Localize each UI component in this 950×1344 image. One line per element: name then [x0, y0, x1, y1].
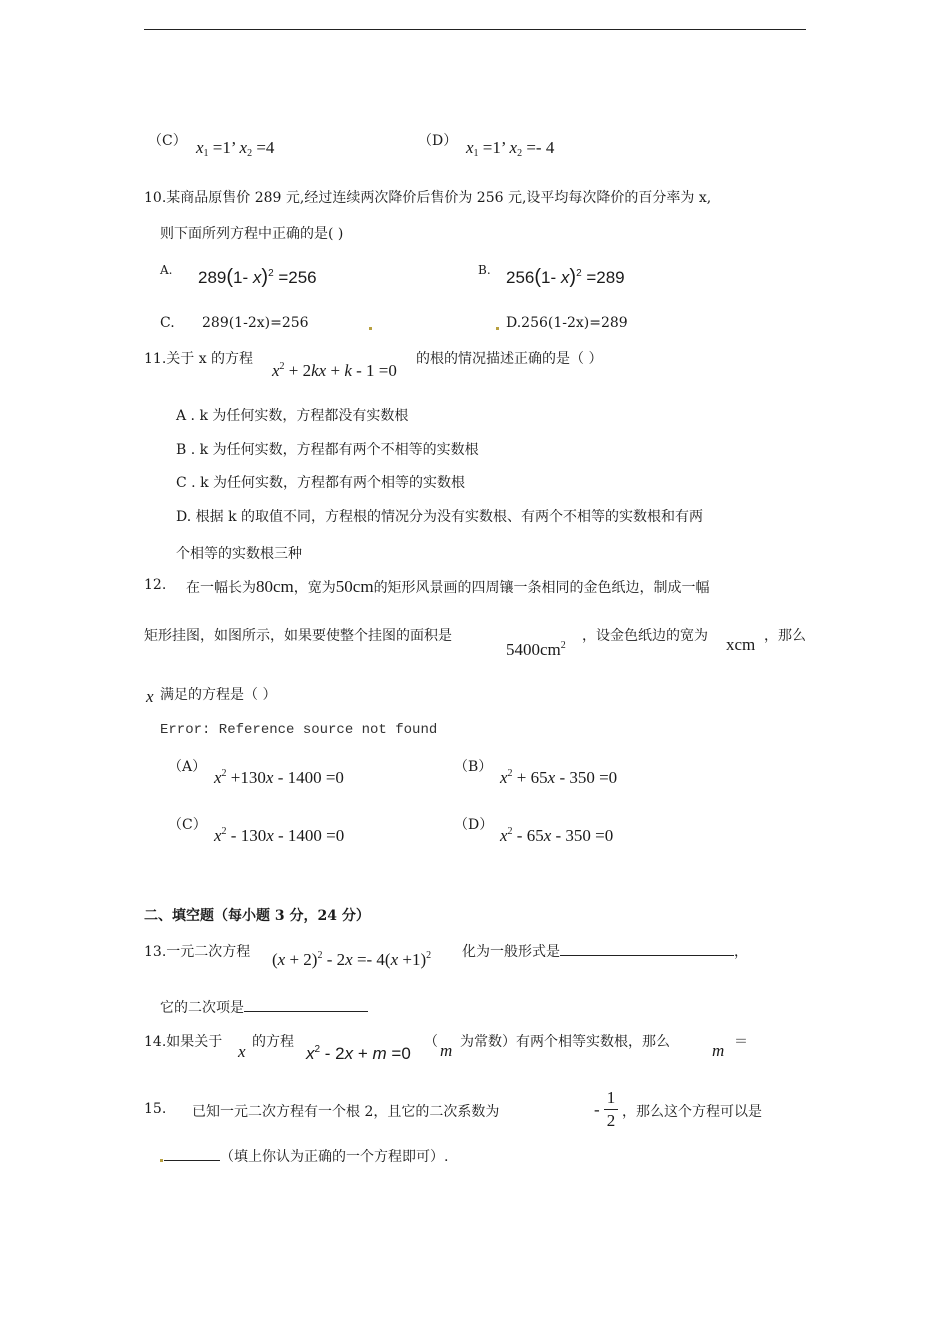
q13-mid: 化为一般形式是 ，: [462, 941, 748, 961]
q14-equals: ＝: [734, 1034, 748, 1050]
q14-m-var-2: m: [712, 1041, 725, 1060]
q11-stem-prefix: 11.关于 x 的方程: [144, 351, 254, 367]
q12-option-c-expr: $x^2 - 130x - 1400 =0$: [214, 826, 345, 845]
q14-m-var: m: [440, 1041, 453, 1060]
q12-option-d-expr: $x^2 - 65x - 350 =0$: [500, 826, 614, 845]
fraction-bar: [604, 1109, 618, 1110]
stray-dot: [160, 1159, 163, 1162]
q15-fraction-denominator: 2: [606, 1111, 616, 1130]
q9-option-c-label: （C）: [148, 133, 187, 149]
q15-minus-sign: -: [594, 1100, 600, 1119]
q12-area: $5400cm^2$: [506, 640, 566, 659]
q12-option-b-expr: $x^2 + 65x - 350 =0$: [500, 768, 618, 787]
q9-option-c-expr: $x_1 =1$’ $x_2 =4$: [196, 138, 275, 159]
q12-x-var: x: [146, 687, 154, 706]
q13-prefix: 13.一元二次方程: [144, 944, 251, 960]
q12-line3: 满足的方程是（ ）: [160, 687, 277, 703]
q12-option-d-label: （D）: [454, 817, 494, 833]
q12-option-a-label: （A）: [168, 759, 207, 775]
q11-option-d-line1: D. 根据 k 的取值不同，方程根的情况分为没有实数根、有两个不相等的实数根和有两: [176, 509, 704, 525]
q15-fraction: [604, 1088, 618, 1131]
q12-line1: 在一幅长为80cm，宽为50cm的矩形风景画的四周镶一条相同的金色纸边，制成一幅: [186, 577, 710, 596]
q10-stem-line1: 10.某商品原售价 289 元,经过连续两次降价后售价为 256 元,设平均每次降价的百分率为 x,: [144, 190, 712, 206]
q13-equation: $(x + 2)^2 - 2x =- 4(x +1)^2$: [272, 950, 432, 969]
q15-fraction-numerator: 1: [606, 1088, 616, 1107]
q10-stem-line2: 则下面所列方程中正确的是( ): [160, 226, 344, 242]
q13-line2: 它的二次项是: [160, 997, 368, 1017]
q12-number: 12.: [144, 577, 167, 593]
q10-option-a-expr: 289(1- x)$^2$ =256: [198, 266, 317, 288]
q14-mid: 的方程: [252, 1034, 294, 1050]
q11-option-b: B . k 为任何实数，方程都有两个不相等的实数根: [176, 442, 479, 458]
q10-option-c-label: C.: [160, 315, 175, 331]
header-rule: [144, 29, 806, 30]
q10-option-a-label: A.: [160, 263, 173, 277]
stray-dot: [369, 327, 372, 330]
q14-x-var: x: [238, 1042, 246, 1061]
q11-option-a: A . k 为任何实数，方程都没有实数根: [176, 408, 409, 424]
q12-error-reference: Error: Reference source not found: [160, 722, 438, 738]
q12-line2b: ，设金色纸边的宽为: [582, 628, 708, 644]
section-title: 二、填空题（每小题 3 分，24 分）: [144, 908, 370, 924]
q14-equation: $x^2 - 2x + m =0$: [306, 1044, 411, 1063]
q15-line2: （填上你认为正确的一个方程即可）.: [164, 1146, 448, 1166]
q14-paren-rest: 为常数）有两个相等实数根，那么: [460, 1034, 670, 1050]
q10-option-b-label: B.: [478, 263, 491, 277]
q12-option-a-expr: $x^2 +130x - 1400 =0$: [214, 768, 344, 787]
q15-text2: ，那么这个方程可以是: [622, 1104, 762, 1120]
q12-line2a: 矩形挂图，如图所示，如果要使整个挂图的面积是: [144, 628, 452, 644]
q12-line2c: ，那么: [764, 628, 806, 644]
q11-option-d-line2: 个相等的实数根三种: [176, 546, 302, 562]
stray-dot: [496, 327, 499, 330]
q12-xcm: xcm: [726, 635, 756, 654]
q14-prefix: 14.如果关于: [144, 1034, 223, 1050]
q11-stem-suffix: 的根的情况描述正确的是（ ）: [416, 351, 603, 367]
q9-option-d-expr: $x_1 =1$’ $x_2 =- 4$: [466, 138, 555, 159]
q10-option-c-expr: 289(1-2x)=256: [202, 315, 309, 331]
q12-option-b-label: （B）: [454, 759, 493, 775]
q10-option-d: D.256(1-2x)=289: [506, 315, 628, 331]
q12-option-c-label: （C）: [168, 817, 207, 833]
q10-option-b-expr: 256(1- x)$^2$ =289: [506, 266, 625, 288]
q14-paren-open: （: [424, 1034, 438, 1050]
q15-number: 15.: [144, 1101, 167, 1117]
q11-option-c: C . k 为任何实数，方程都有两个相等的实数根: [176, 475, 465, 491]
q15-text: 已知一元二次方程有一个根 2，且它的二次系数为: [192, 1104, 500, 1120]
q9-option-d-label: （D）: [418, 133, 458, 149]
q11-equation: $x^2 + 2kx + k - 1 =0$: [272, 361, 397, 380]
